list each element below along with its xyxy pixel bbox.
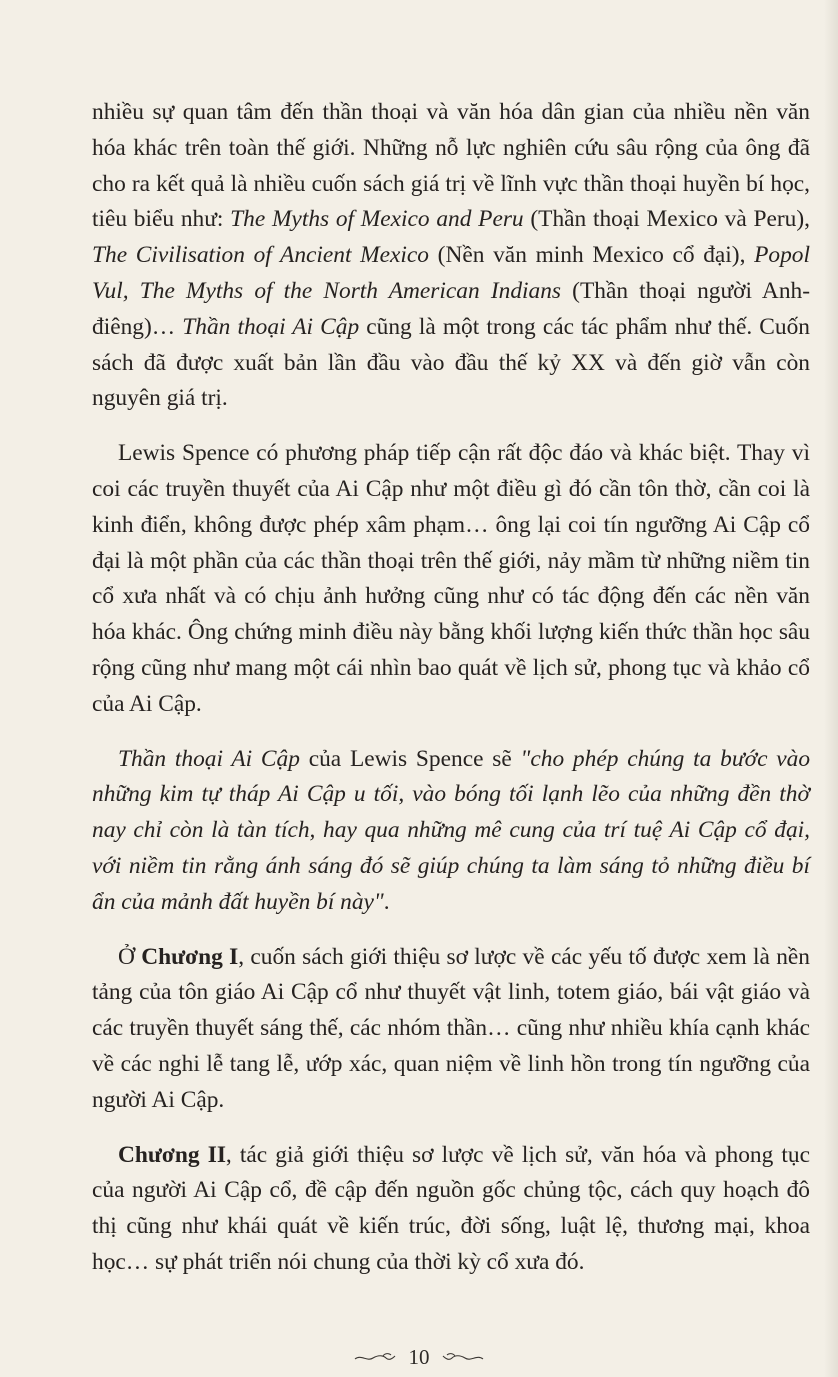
title-civilisation-ancient-mexico: The Civilisation of Ancient Mexico	[92, 242, 429, 269]
p1-text-2: (Thần thoại Mexico và Peru),	[523, 206, 810, 233]
p4-text-1: Ở	[118, 943, 142, 970]
p5-text-1: , tác giả giới thiệu sơ lược về lịch sử, văn hóa và phong tục của người Ai Cập cổ, đề cập đến nguồn gốc chủng tộc, cách quy hoạch đô thị cũng như khái quát về kiến trúc, đời sống, luật lệ, thương mại, khoa học… sự phát triển nói chung của thời kỳ cổ xưa đó.	[92, 1141, 810, 1275]
title-myths-mexico-peru: The Myths of Mexico and Peru	[230, 206, 524, 233]
paragraph-2: Lewis Spence có phương pháp tiếp cận rất độc đáo và khác biệt. Thay vì coi các truyền thuyết của Ai Cập như một điều gì đó cần tôn thờ, cần coi là kinh điển, không được phép xâm phạm… ông lại coi tín ngưỡng Ai Cập cổ đại là một phần của các thần thoại trên thế giới, nảy mầm từ những niềm tin cổ xưa nhất và có chịu ảnh hưởng cũng như có tác động đến các nền văn hóa khác. Ông chứng minh điều này bằng khối lượng kiến thức thần học sâu rộng cũng như mang một cái nhìn bao quát về lịch sử, phong tục và khảo cổ của Ai Cập.	[92, 440, 810, 717]
p3-book-title: Thần thoại Ai Cập	[118, 745, 300, 772]
p4-text-2: , cuốn sách giới thiệu sơ lược về các yếu tố được xem là nền tảng của tôn giáo Ai Cập cổ như thuyết vật linh, totem giáo, bái vật giáo và các truyền thuyết sáng thế, các nhóm thần… cũng như nhiều khía cạnh khác về các nghi lễ tang lễ, ướp xác, quan niệm về linh hồn trong tín ngưỡng của người Ai Cập.	[92, 943, 810, 1113]
body-text	[92, 95, 810, 1281]
paragraph-1	[92, 95, 810, 417]
p3-quote: "cho phép chúng ta bước vào những kim tự tháp Ai Cập u tối, vào bóng tối lạnh lẽo của những đền thờ nay chỉ còn là tàn tích, hay qua những mê cung của trí tuệ Ai Cập cổ đại, với niềm tin rằng ánh sáng đó sẽ giúp chúng ta làm sáng tỏ những điều bí ẩn của mảnh đất huyền bí này"	[92, 745, 811, 915]
title-popol-vul-north-american-indians: Popol Vul, The Myths of the North American Indians	[92, 242, 810, 304]
p1-text-4: (Thần thoại người Anh-điêng)…	[92, 277, 810, 340]
chapter-1-label: Chương I	[141, 943, 239, 970]
flourish-left-icon	[353, 1350, 397, 1364]
chapter-2-label: Chương II	[118, 1141, 226, 1168]
paragraph-3	[92, 742, 810, 921]
page-footer	[0, 1340, 838, 1372]
title-than-thoai-ai-cap: Thần thoại Ai Cập	[182, 313, 360, 340]
paragraph-4	[92, 940, 810, 1119]
p1-text-5: cũng là một trong các tác phẩm như thế. Cuốn sách đã được xuất bản lần đầu vào đầu thế kỷ XX và đến giờ vẫn còn nguyên giá trị.	[92, 313, 810, 412]
page-edge-shadow	[824, 0, 838, 1377]
paragraph-5	[92, 1138, 810, 1281]
flourish-right-icon	[441, 1350, 485, 1364]
p3-text-2: .	[383, 888, 390, 915]
p1-text-3: (Nền văn minh Mexico cổ đại),	[429, 242, 755, 269]
p1-text-1: nhiều sự quan tâm đến thần thoại và văn hóa dân gian của nhiều nền văn hóa khác trên toàn thế giới. Những nỗ lực nghiên cứu sâu rộng của ông đã cho ra kết quả là nhiều cuốn sách giá trị về lĩnh vực thần thoại huyền bí học, tiêu biểu như:	[92, 99, 810, 233]
page-number: 10	[408, 1345, 430, 1370]
p3-text-1: của Lewis Spence sẽ	[299, 745, 521, 772]
